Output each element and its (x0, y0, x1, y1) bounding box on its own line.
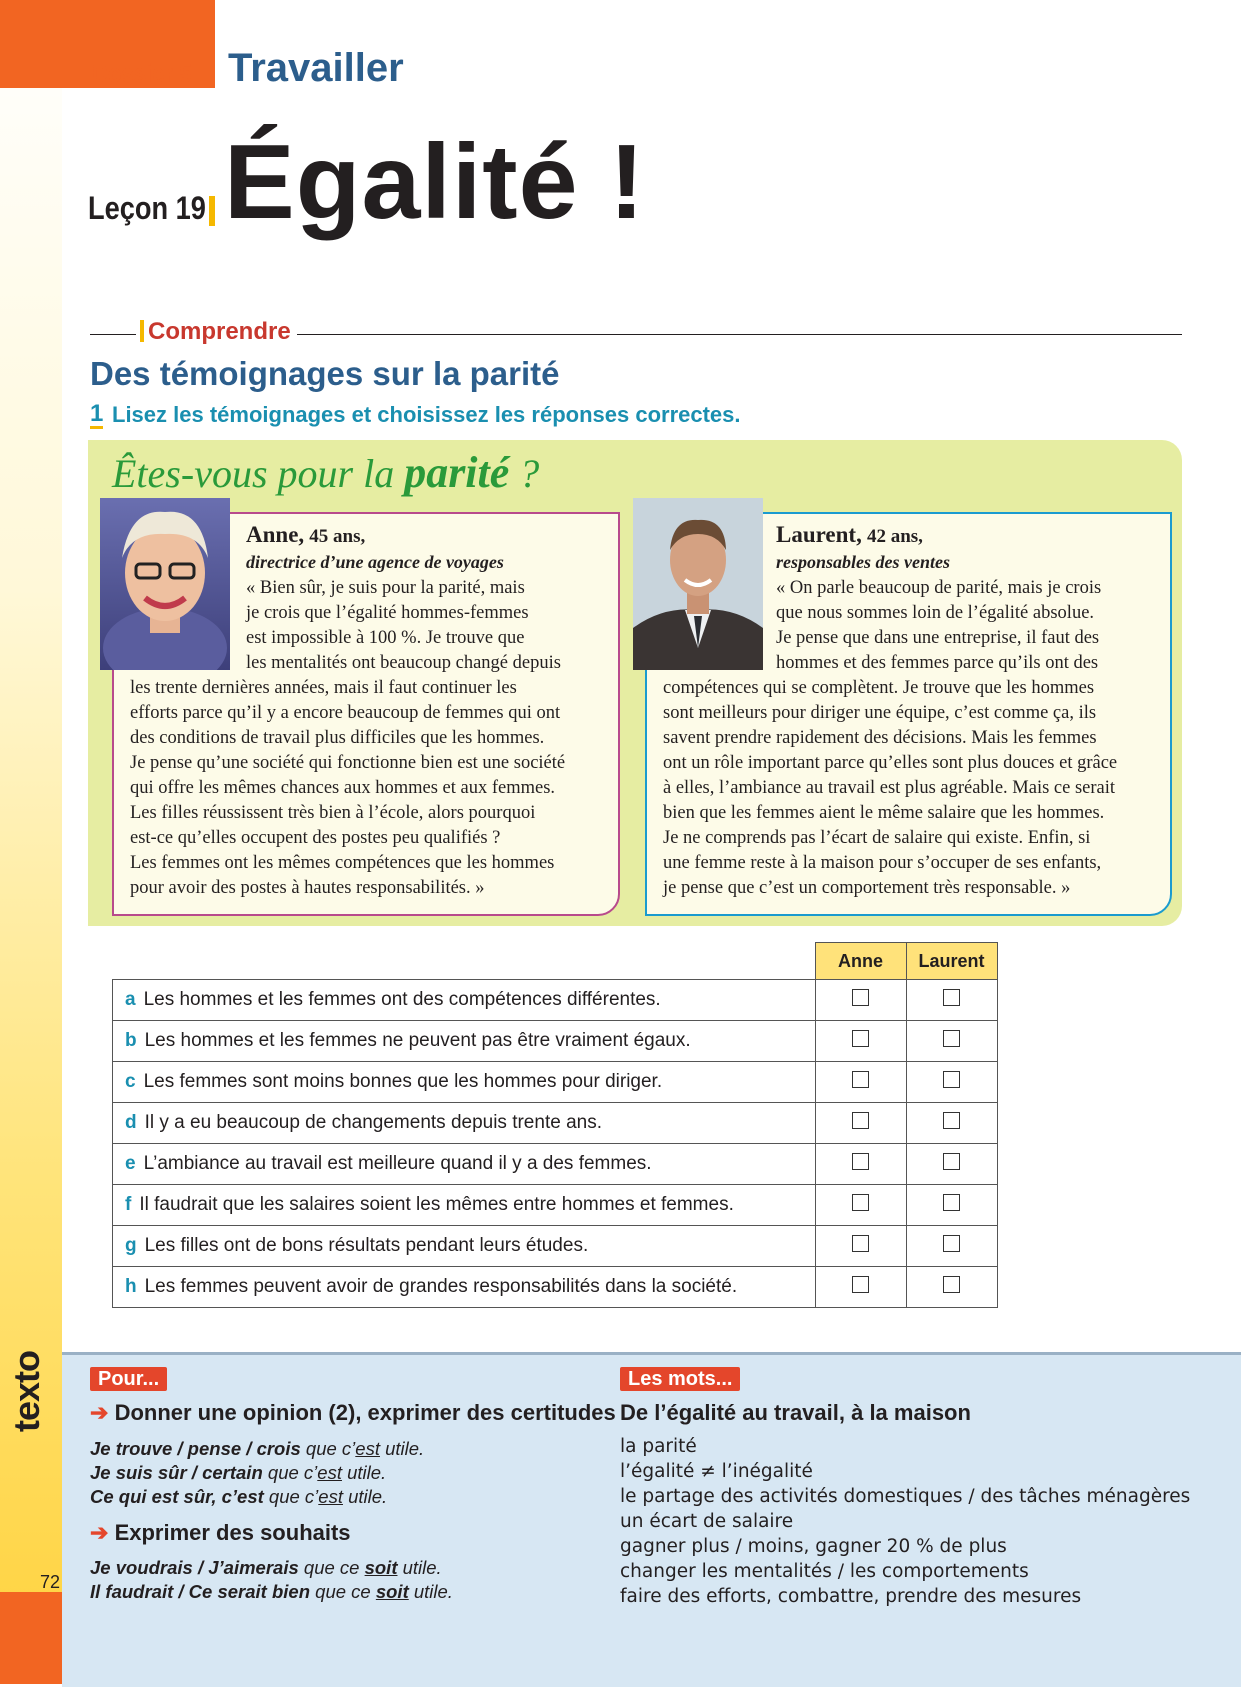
panel-title: Êtes-vous pour la parité ? (112, 448, 540, 497)
testimony-line: « On parle beaucoup de parité, mais je crois (776, 578, 1102, 598)
expression-part: Ce qui est sûr, c’est (90, 1486, 264, 1507)
expression-line (90, 1557, 442, 1579)
exercise-number: 1 (90, 400, 104, 427)
expression-part: que c’ (262, 1462, 318, 1483)
anne-role: directrice d’une agence de voyages (246, 552, 504, 572)
testimony-line: qui offre les mêmes chances aux hommes et aux femmes. (130, 778, 556, 798)
footer-color-block (0, 1592, 62, 1684)
table-row (113, 980, 998, 1021)
vocabulary-item: gagner plus / moins, gagner 20 % de plus (620, 1536, 1007, 1557)
table-row (113, 1226, 998, 1267)
statement-cell (113, 1144, 816, 1185)
checkbox-cell-anne (815, 1267, 906, 1308)
statement-letter: b (125, 1030, 137, 1051)
arrow-right-icon: ➔ (90, 1520, 109, 1545)
statement-cell (113, 1021, 816, 1062)
checkbox-anne[interactable] (852, 989, 869, 1006)
table-row (113, 1144, 998, 1185)
testimony-line: Les femmes ont les mêmes compétences que les hommes (130, 853, 555, 873)
testimony-line: Je pense qu’une société qui fonctionne bien est une société (130, 753, 566, 773)
dossier-label: Dossier 5 (92, 58, 192, 88)
expression-line (90, 1438, 424, 1460)
checkbox-laurent[interactable] (943, 1276, 960, 1293)
testimony-line: sont meilleurs pour diriger une équipe, c’est comme ça, ils (663, 703, 1097, 723)
expression-part: Je voudrais / J’aimerais (90, 1557, 299, 1578)
section-label-bar (140, 320, 144, 342)
testimony-line: « Bien sûr, je suis pour la parité, mais (246, 578, 525, 598)
checkbox-laurent[interactable] (943, 1153, 960, 1170)
checkbox-cell-laurent (906, 1185, 997, 1226)
expression-part: que c’ (263, 1486, 319, 1507)
statement-cell (113, 1267, 816, 1308)
checkbox-laurent[interactable] (943, 989, 960, 1006)
expression-part: utile. (408, 1581, 453, 1602)
expression-part: Il faudrait / Ce serait bien (90, 1581, 311, 1602)
expression-part: est (318, 1486, 343, 1507)
table-row (113, 1185, 998, 1226)
vocabulary-item: la parité (620, 1436, 697, 1457)
statement-cell (113, 1103, 816, 1144)
statement-cell (113, 1062, 816, 1103)
checkbox-cell-anne (815, 980, 906, 1021)
expression-part: que ce (310, 1581, 376, 1602)
testimony-line: je crois que l’égalité hommes-femmes (246, 603, 529, 623)
checkbox-cell-laurent (906, 1103, 997, 1144)
statement-letter: f (125, 1194, 132, 1215)
testimony-line: les trente dernières années, mais il faut continuer les (130, 678, 517, 698)
testimony-line: hommes et des femmes parce qu’ils ont des (776, 653, 1099, 673)
page-number: 72 (40, 1572, 61, 1592)
testimony-line: les mentalités ont beaucoup changé depuis (246, 653, 561, 673)
testimony-line: efforts parce qu’il y a encore beaucoup de femmes qui ont (130, 703, 561, 723)
checkbox-laurent[interactable] (943, 1112, 960, 1129)
testimony-line: est impossible à 100 %. Je trouve que (246, 628, 525, 648)
statement-cell (113, 980, 816, 1021)
checkbox-laurent[interactable] (943, 1030, 960, 1047)
statement-letter: a (125, 989, 136, 1010)
checkbox-anne[interactable] (852, 1194, 869, 1211)
testimony-line: Les filles réussissent très bien à l’école, alors pourquoi (130, 803, 536, 823)
testimony-line: Je pense que dans une entreprise, il faut des (776, 628, 1100, 648)
statement-letter: h (125, 1276, 137, 1297)
brand-logo: texto (6, 1350, 47, 1432)
lesson-label: Leçon 19 (88, 190, 206, 226)
statement-letter: g (125, 1235, 137, 1256)
vocabulary-item: l’égalité ≠ l’inégalité (620, 1461, 813, 1482)
pour-heading-opinion: ➔ Donner une opinion (2), exprimer des certitudes (90, 1400, 616, 1425)
checkbox-cell-laurent (906, 980, 997, 1021)
answer-table (112, 942, 998, 1308)
checkbox-cell-laurent (906, 1267, 997, 1308)
checkbox-cell-anne (815, 1062, 906, 1103)
vocabulary-item: changer les mentalités / les comportements (620, 1561, 1029, 1582)
table-row (113, 1021, 998, 1062)
statement-text: Les filles ont de bons résultats pendant leurs études. (144, 1235, 589, 1256)
testimony-line: bien que les femmes aient le même salaire que les hommes. (663, 803, 1105, 823)
mots-heading: De l’égalité au travail, à la maison (620, 1400, 971, 1425)
checkbox-cell-anne (815, 1144, 906, 1185)
checkbox-cell-anne (815, 1226, 906, 1267)
expression-part: Je trouve / pense / crois (90, 1438, 301, 1459)
vocabulary-item: le partage des activités domestiques / des tâches ménagères (620, 1486, 1191, 1507)
statement-text: Il y a eu beaucoup de changements depuis trente ans. (144, 1112, 602, 1133)
checkbox-anne[interactable] (852, 1276, 869, 1293)
anne-testimony (130, 576, 565, 901)
checkbox-cell-anne (815, 1021, 906, 1062)
pour-tag: Pour... (90, 1367, 167, 1391)
table-row (113, 1062, 998, 1103)
table-row (113, 1103, 998, 1144)
testimony-line: Je ne comprends pas l’écart de salaire qui existe. Enfin, si (663, 828, 1091, 848)
testimony-line: pour avoir des postes à hautes responsabilités. » (130, 878, 485, 898)
expression-part: utile. (341, 1462, 387, 1483)
checkbox-laurent[interactable] (943, 1235, 960, 1252)
column-header-anne: Anne (815, 943, 906, 980)
column-header-laurent: Laurent (906, 943, 997, 980)
exercise-instruction: Lisez les témoignages et choisissez les réponses correctes. (112, 402, 741, 427)
expression-part: que ce (298, 1557, 365, 1578)
statement-text: Les hommes et les femmes ne peuvent pas être vraiment égaux. (144, 1030, 691, 1051)
statement-letter: c (125, 1071, 136, 1092)
dossier-title: Travailler (228, 46, 404, 90)
testimony-line: à elles, l’ambiance au travail est plus agréable. Mais ce serait (663, 778, 1116, 798)
section-label: Comprendre (136, 318, 297, 346)
statement-text: Les hommes et les femmes ont des compétences différentes. (143, 989, 661, 1010)
statement-text: Il faudrait que les salaires soient les mêmes entre hommes et femmes. (139, 1194, 734, 1215)
testimony-line: compétences qui se complètent. Je trouve que les hommes (663, 678, 1095, 698)
statement-text: L’ambiance au travail est meilleure quand il y a des femmes. (143, 1153, 652, 1174)
checkbox-cell-anne (815, 1185, 906, 1226)
laurent-heading: Laurent, 42 ans, (776, 522, 923, 547)
testimony-line: est-ce qu’elles occupent des postes peu qualifiés ? (130, 828, 501, 848)
section-title: Des témoignages sur la parité (90, 355, 560, 392)
checkbox-cell-laurent (906, 1144, 997, 1185)
statement-letter: d (125, 1112, 137, 1133)
mots-tag: Les mots... (620, 1367, 740, 1391)
statement-letter: e (125, 1153, 136, 1174)
checkbox-laurent[interactable] (943, 1194, 960, 1211)
expression-line (90, 1462, 386, 1484)
testimony-line: savent prendre rapidement des décisions. Mais les femmes (663, 728, 1097, 748)
anne-heading: Anne, 45 ans, (246, 522, 366, 547)
statement-text: Les femmes peuvent avoir de grandes responsabilités dans la société. (144, 1276, 738, 1297)
testimony-line: je pense que c’est un comportement très responsable. » (663, 878, 1071, 898)
lesson-divider (209, 196, 215, 226)
table-row (113, 1267, 998, 1308)
expression-part: utile. (342, 1486, 388, 1507)
statement-text: Les femmes sont moins bonnes que les hommes pour diriger. (143, 1071, 663, 1092)
checkbox-cell-laurent (906, 1062, 997, 1103)
expression-part: est (355, 1438, 380, 1459)
page-title: Égalité ! (224, 123, 646, 241)
expression-line (90, 1486, 387, 1508)
vocabulary-item: faire des efforts, combattre, prendre des mesures (620, 1586, 1082, 1607)
testimony-line: que nous sommes loin de l’égalité absolue. (776, 603, 1095, 623)
expression-line (90, 1581, 453, 1603)
laurent-testimony (663, 576, 1117, 901)
testimony-line: des conditions de travail plus difficiles que les hommes. (130, 728, 545, 748)
expression-part: Je suis sûr / certain (90, 1462, 263, 1483)
arrow-right-icon: ➔ (90, 1400, 109, 1425)
expression-part: soit (375, 1581, 409, 1602)
testimony-line: ont un rôle important parce qu’elles sont plus douces et grâce (663, 753, 1118, 773)
checkbox-anne[interactable] (852, 1153, 869, 1170)
statement-cell (113, 1226, 816, 1267)
checkbox-laurent[interactable] (943, 1071, 960, 1088)
expression-part: que c’ (300, 1438, 356, 1459)
checkbox-cell-laurent (906, 1021, 997, 1062)
laurent-role: responsables des ventes (776, 552, 950, 572)
expression-part: utile. (397, 1557, 442, 1578)
expression-part: utile. (379, 1438, 425, 1459)
expression-part: est (317, 1462, 342, 1483)
statement-cell (113, 1185, 816, 1226)
checkbox-anne[interactable] (852, 1071, 869, 1088)
expression-part: soit (364, 1557, 398, 1578)
checkbox-cell-laurent (906, 1226, 997, 1267)
testimony-line: une femme reste à la maison pour s’occuper de ses enfants, (663, 853, 1102, 873)
checkbox-anne[interactable] (852, 1030, 869, 1047)
vocabulary-item: un écart de salaire (620, 1511, 794, 1532)
checkbox-anne[interactable] (852, 1235, 869, 1252)
checkbox-anne[interactable] (852, 1112, 869, 1129)
pour-heading-wishes: ➔ Exprimer des souhaits (90, 1520, 351, 1545)
checkbox-cell-anne (815, 1103, 906, 1144)
